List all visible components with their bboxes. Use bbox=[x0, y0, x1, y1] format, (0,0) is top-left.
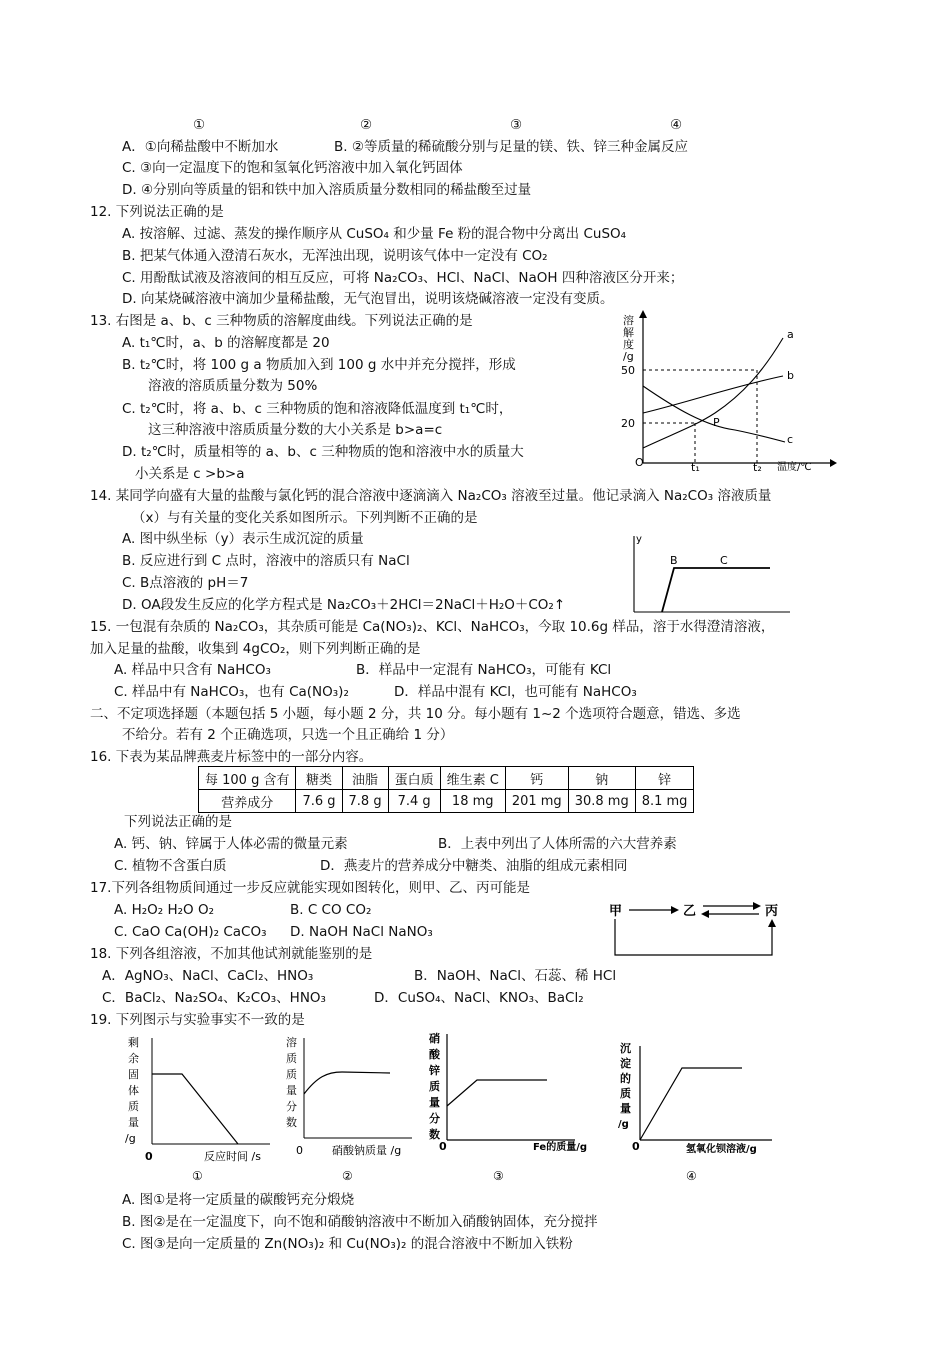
q11-option-a: A．①向稀盐酸中不断加水 bbox=[122, 139, 279, 155]
q13-option-b-line1: B. t₂℃时，将 100 g a 物质加入到 100 g 水中并充分搅拌，形成 bbox=[122, 357, 516, 373]
table-cell: 每 100 g 含有 bbox=[199, 767, 296, 790]
graph13-point-p: P bbox=[713, 416, 720, 429]
graph13-t1: t₁ bbox=[691, 461, 700, 474]
q15-option-c: C. 样品中有 NaHCO₃，也有 Ca(NO₃)₂ bbox=[114, 684, 349, 700]
q17-option-b: B. C CO CO₂ bbox=[290, 902, 372, 918]
q13-option-d-line1: D. t₂℃时，质量相等的 a、b、c 三种物质的饱和溶液中水的质量大 bbox=[122, 444, 524, 460]
section2-heading-line2: 不给分。若有 2 个正确选项，只选一个且正确给 1 分） bbox=[122, 727, 454, 743]
q16-option-b: B．上表中列出了人体所需的六大营养素 bbox=[438, 836, 677, 852]
q18-option-b: B．NaOH、NaCl、石蕊、稀 HCl bbox=[414, 968, 617, 984]
g4-ylabel: 质 bbox=[620, 1087, 631, 1100]
q17-option-c: C. CaO Ca(OH)₂ CaCO₃ bbox=[114, 924, 267, 940]
q13-option-d-line2: 小关系是 c >b>a bbox=[135, 466, 245, 482]
g2-ylabel: 质 bbox=[286, 1068, 297, 1081]
table-cell: 维生素 C bbox=[440, 767, 505, 790]
q16-option-c: C. 植物不含蛋白质 bbox=[114, 858, 227, 874]
table-cell: 锌 bbox=[635, 767, 694, 790]
g3-ylabel: 锌 bbox=[429, 1064, 440, 1077]
table-row bbox=[199, 790, 694, 813]
q12-option-d: D. 向某烧碱溶液中滴加少量稀盐酸，无气泡冒出，说明该烧碱溶液一定没有变质。 bbox=[122, 291, 614, 307]
q12-stem: 12. 下列说法正确的是 bbox=[90, 204, 224, 220]
graph13-xlabel: 温度/℃ bbox=[777, 462, 812, 473]
g2-ylabel: 质 bbox=[286, 1052, 297, 1065]
table-cell: 油脂 bbox=[342, 767, 388, 790]
q12-option-a: A. 按溶解、过滤、蒸发的操作顺序从 CuSO₄ 和少量 Fe 粉的混合物中分离出 CuSO₄ bbox=[122, 226, 627, 242]
g2-ylabel: 溶 bbox=[286, 1036, 297, 1049]
q14-option-c: C. B点溶液的 pH＝7 bbox=[122, 575, 249, 591]
q15-option-b: B．样品中一定混有 NaHCO₃，可能有 KCl bbox=[356, 662, 612, 678]
q14-option-d: D. OA段发生反应的化学方程式是 Na₂CO₃＋2HCl＝2NaCl＋H₂O＋CO₂↑ bbox=[122, 597, 566, 613]
g1-ylabel: 质 bbox=[128, 1100, 139, 1113]
q15-option-a: A. 样品中只含有 NaHCO₃ bbox=[114, 662, 271, 678]
q13-stem: 13. 右图是 a、b、c 三种物质的溶解度曲线。下列说法正确的是 bbox=[90, 313, 473, 329]
g2-xlabel: 硝酸钠质量 /g bbox=[332, 1144, 402, 1157]
q17-option-a: A. H₂O₂ H₂O O₂ bbox=[114, 902, 214, 918]
table-cell: 钙 bbox=[505, 767, 568, 790]
q18-option-c: C．BaCl₂、Na₂SO₄、K₂CO₃、HNO₃ bbox=[102, 990, 326, 1006]
q19-option-b: B. 图②是在一定温度下，向不饱和硝酸钠溶液中不断加入硝酸钠固体，充分搅拌 bbox=[122, 1214, 598, 1230]
q16-stem: 16. 下表为某品牌燕麦片标签中的一部分内容。 bbox=[90, 749, 373, 765]
table-cell: 糖类 bbox=[296, 767, 342, 790]
g3-xlabel: Fe的质量/g bbox=[533, 1142, 588, 1153]
q14-stem-line2: （x）与有关量的变化关系如图所示。下列判断不正确的是 bbox=[132, 510, 478, 526]
q15-stem-line2: 加入足量的盐酸，收集到 4gCO₂，则下列判断正确的是 bbox=[90, 641, 421, 657]
section2-heading-line1: 二、不定项选择题（本题包括 5 小题，每小题 2 分，共 10 分。每小题有 1~2 个选项符合题意，错选、多选 bbox=[90, 706, 741, 722]
q16-after: 下列说法正确的是 bbox=[124, 814, 232, 830]
table-cell: 钠 bbox=[568, 767, 635, 790]
q18-option-d: D．CuSO₄、NaCl、KNO₃、BaCl₂ bbox=[374, 990, 584, 1006]
graph13-ylabel-2: 解 bbox=[623, 326, 634, 339]
g4-number: ④ bbox=[686, 1169, 697, 1183]
q14-option-a: A. 图中纵坐标（y）表示生成沉淀的质量 bbox=[122, 531, 364, 547]
g1-ylabel: 余 bbox=[128, 1052, 139, 1065]
graph13-y50: 50 bbox=[621, 364, 635, 377]
q15-stem-line1: 15. 一包混有杂质的 Na₂CO₃，其杂质可能是 Ca(NO₃)₂、KCl、NaHCO₃，今取 10.6g 样品，溶于水得澄清溶液， bbox=[90, 619, 775, 635]
q15-option-d: D．样品中混有 KCl，也可能有 NaHCO₃ bbox=[394, 684, 637, 700]
q18-stem: 18. 下列各组溶液，不加其他试剂就能鉴别的是 bbox=[90, 946, 373, 962]
table-cell: 7.4 g bbox=[388, 790, 440, 813]
figure-label-3: ③ bbox=[510, 117, 523, 133]
q11-option-d: D. ④分别向等质量的铝和铁中加入溶质质量分数相同的稀盐酸至过量 bbox=[122, 182, 532, 198]
curve-a bbox=[643, 338, 783, 448]
figure-label-1: ① bbox=[193, 117, 206, 133]
g1-ylabel: 固 bbox=[128, 1068, 139, 1081]
table-cell: 201 mg bbox=[505, 790, 568, 813]
g1-ylabel: /g bbox=[125, 1132, 136, 1145]
g3-origin: 0 bbox=[439, 1140, 447, 1153]
conversion-diagram bbox=[605, 895, 805, 963]
g3-ylabel: 数 bbox=[429, 1128, 440, 1141]
q19-graph-1 bbox=[120, 1032, 280, 1184]
q14-graph-c: C bbox=[720, 554, 728, 567]
curve-b bbox=[643, 376, 783, 413]
q12-option-c: C. 用酚酞试液及溶液间的相互反应，可将 Na₂CO₃、HCl、NaCl、NaOH 四种溶液区分开来； bbox=[122, 270, 684, 286]
g1-ylabel: 剩 bbox=[128, 1036, 139, 1049]
q19-stem: 19. 下列图示与实验事实不一致的是 bbox=[90, 1012, 305, 1028]
g3-ylabel: 分 bbox=[429, 1112, 440, 1125]
graph13-c: c bbox=[787, 433, 794, 446]
q16-option-d: D．燕麦片的营养成分中糖类、油脂的组成元素相同 bbox=[320, 858, 628, 874]
q19-graph-4 bbox=[612, 1040, 792, 1184]
table-row bbox=[199, 767, 694, 790]
q14-graph bbox=[620, 530, 795, 616]
g2-ylabel: 量 bbox=[286, 1084, 297, 1097]
q17-stem: 17.下列各组物质间通过一步反应就能实现如图转化，则甲、乙、丙可能是 bbox=[90, 880, 530, 896]
table-cell: 18 mg bbox=[440, 790, 505, 813]
q19-graph-3 bbox=[425, 1028, 605, 1184]
g4-xlabel: 氢氧化钡溶液/g bbox=[686, 1144, 757, 1155]
table-cell: 8.1 mg bbox=[635, 790, 694, 813]
q14-stem-line1: 14. 某同学向盛有大量的盐酸与氯化钙的混合溶液中逐滴滴入 Na₂CO₃ 溶液至过量。他记录滴入 Na₂CO₃ 溶液质量 bbox=[90, 488, 772, 504]
q14-graph-b: B bbox=[670, 554, 678, 567]
g1-xlabel: 反应时间 /s bbox=[204, 1150, 261, 1163]
g4-ylabel: 淀 bbox=[620, 1057, 631, 1070]
table-cell: 7.8 g bbox=[342, 790, 388, 813]
g1-origin: 0 bbox=[145, 1150, 153, 1163]
q16-option-a: A. 钙、钠、锌属于人体必需的微量元素 bbox=[114, 836, 348, 852]
node-yi: 乙 bbox=[683, 904, 697, 919]
q19-graph-2 bbox=[282, 1032, 432, 1184]
graph13-ylabel-1: 溶 bbox=[623, 314, 634, 327]
q13-option-c-line2: 这三种溶液中溶质质量分数的大小关系是 b>a=c bbox=[148, 422, 443, 438]
q11-option-b: B. ②等质量的稀硫酸分别与足量的镁、铁、锌三种金属反应 bbox=[334, 139, 688, 155]
g3-ylabel: 酸 bbox=[429, 1048, 440, 1061]
g2-ylabel: 分 bbox=[286, 1100, 297, 1113]
g3-number: ③ bbox=[493, 1169, 504, 1183]
q13-option-c-line1: C. t₂℃时，将 a、b、c 三种物质的饱和溶液降低温度到 t₁℃时， bbox=[122, 401, 513, 417]
g3-ylabel: 量 bbox=[429, 1096, 440, 1109]
q19-option-a: A. 图①是将一定质量的碳酸钙充分煅烧 bbox=[122, 1192, 355, 1208]
table-cell: 30.8 mg bbox=[568, 790, 635, 813]
graph13-origin: O bbox=[635, 456, 644, 469]
graph13-b: b bbox=[787, 369, 794, 382]
graph13-ylabel-3: 度 bbox=[623, 338, 634, 351]
g4-origin: 0 bbox=[632, 1140, 640, 1153]
q14-graph-y: y bbox=[636, 534, 642, 545]
table-cell: 7.6 g bbox=[296, 790, 342, 813]
g4-ylabel: 量 bbox=[620, 1102, 631, 1115]
g2-ylabel: 数 bbox=[286, 1116, 297, 1129]
g4-ylabel: /g bbox=[618, 1119, 629, 1130]
g1-ylabel: 量 bbox=[128, 1116, 139, 1129]
figure-label-4: ④ bbox=[670, 117, 683, 133]
q13-option-a: A. t₁℃时，a、b 的溶解度都是 20 bbox=[122, 335, 330, 351]
table-cell: 蛋白质 bbox=[388, 767, 440, 790]
q18-option-a: A．AgNO₃、NaCl、CaCl₂、HNO₃ bbox=[102, 968, 314, 984]
g2-number: ② bbox=[342, 1169, 353, 1183]
g1-number: ① bbox=[192, 1169, 203, 1183]
table-cell: 营养成分 bbox=[199, 790, 296, 813]
q12-option-b: B. 把某气体通入澄清石灰水，无浑浊出现，说明该气体中一定没有 CO₂ bbox=[122, 248, 548, 264]
q13-option-b-line2: 溶液的溶质质量分数为 50% bbox=[148, 378, 318, 394]
g2-origin: 0 bbox=[296, 1144, 303, 1157]
g4-ylabel: 的 bbox=[620, 1072, 631, 1085]
graph13-a: a bbox=[787, 328, 794, 341]
g3-ylabel: 硝 bbox=[429, 1032, 440, 1045]
node-jia: 甲 bbox=[609, 904, 623, 919]
graph13-t2: t₂ bbox=[753, 461, 762, 474]
g4-ylabel: 沉 bbox=[620, 1042, 631, 1055]
figure-label-2: ② bbox=[360, 117, 373, 133]
node-bing: 丙 bbox=[765, 904, 779, 919]
q11-option-c: C. ③向一定温度下的饱和氢氧化钙溶液中加入氧化钙固体 bbox=[122, 160, 463, 176]
g1-ylabel: 体 bbox=[128, 1084, 139, 1097]
graph13-ylabel-4: /g bbox=[623, 350, 634, 363]
q19-option-c: C. 图③是向一定质量的 Zn(NO₃)₂ 和 Cu(NO₃)₂ 的混合溶液中不断加入铁粉 bbox=[122, 1236, 573, 1252]
graph13-y20: 20 bbox=[621, 417, 635, 430]
solubility-curve-graph bbox=[615, 308, 840, 478]
g3-ylabel: 质 bbox=[429, 1080, 440, 1093]
q14-option-b: B. 反应进行到 C 点时，溶液中的溶质只有 NaCl bbox=[122, 553, 410, 569]
q17-option-d: D. NaOH NaCl NaNO₃ bbox=[290, 924, 433, 940]
nutrition-table bbox=[198, 766, 694, 813]
